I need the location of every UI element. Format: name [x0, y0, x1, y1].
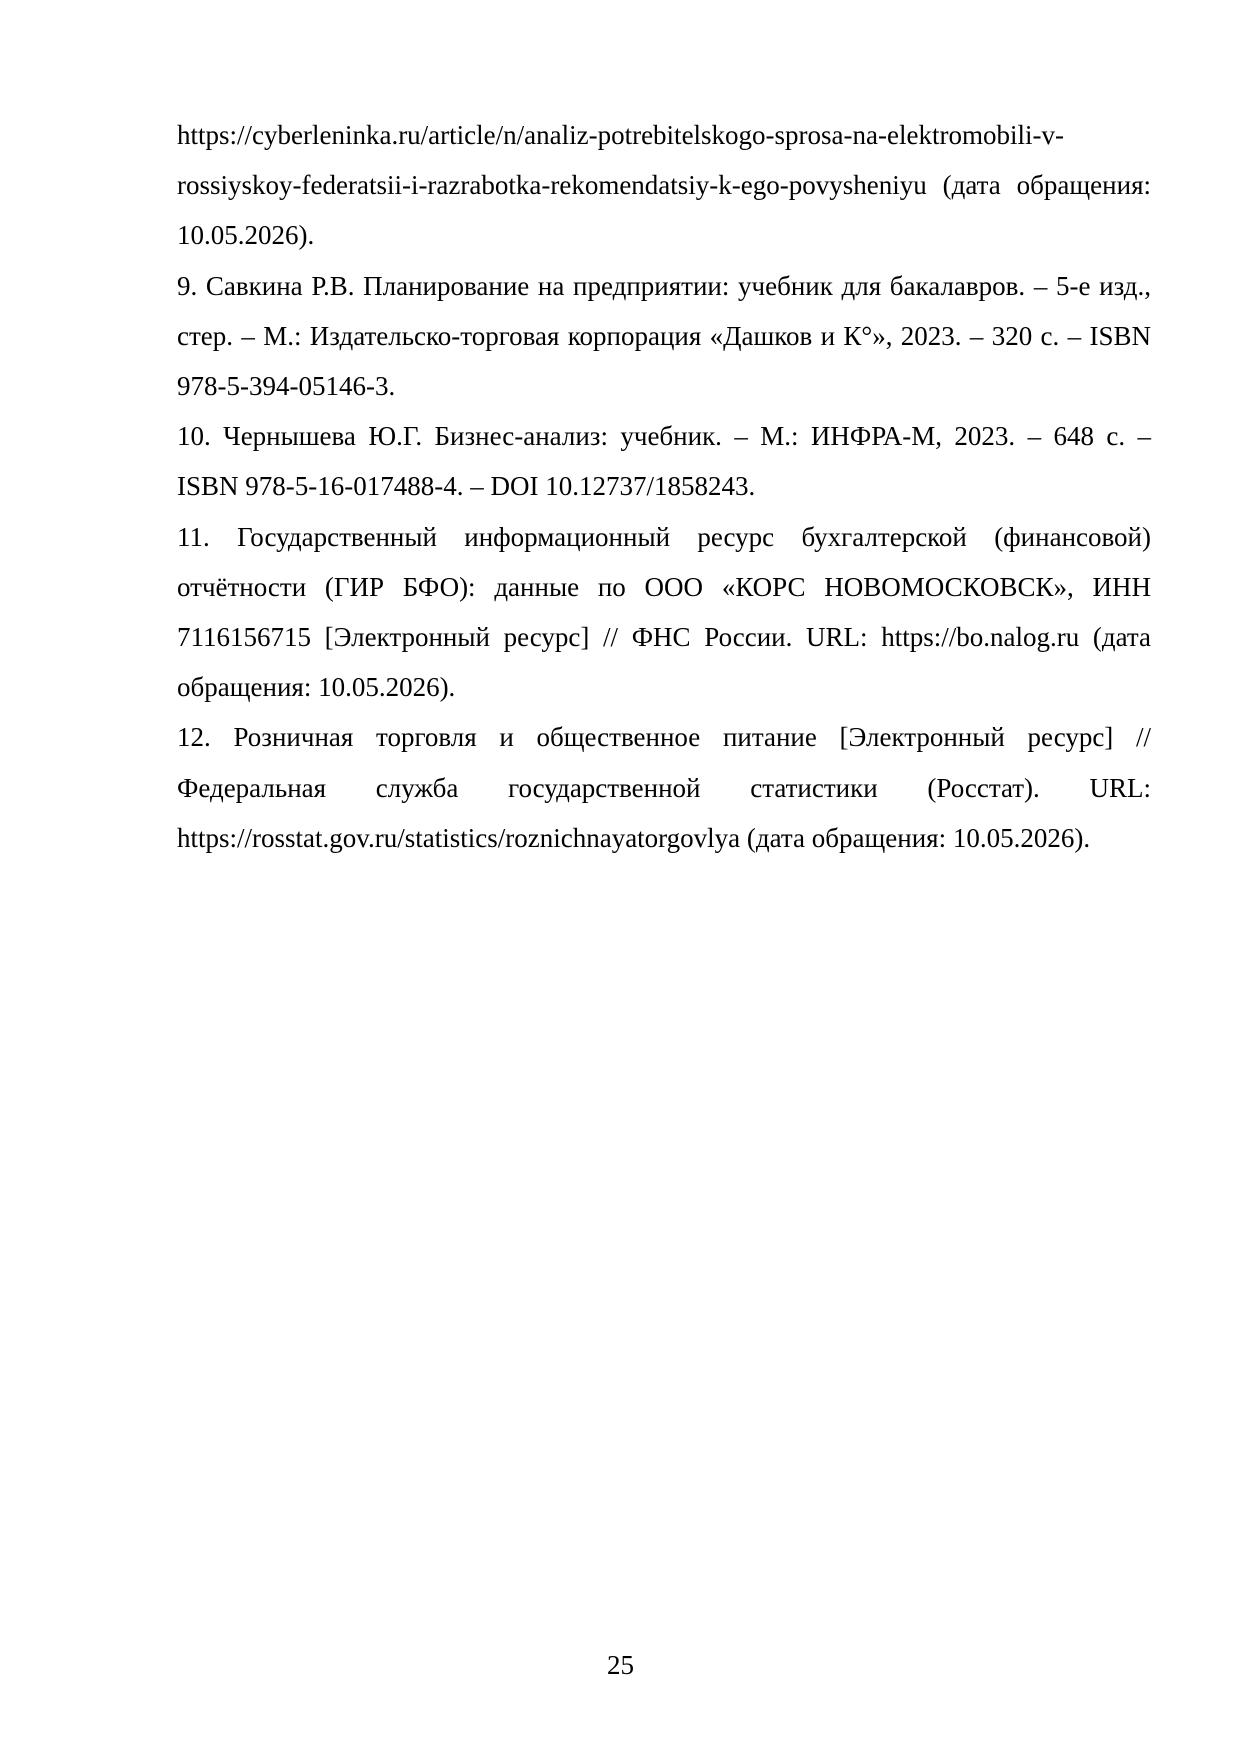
reference-item-10: 10. Чернышева Ю.Г. Бизнес-анализ: учебник. – М.: ИНФРА-М, 2023. – 648 с. – ISBN 978-5-16-017488-4. – DOI 10.12737/1858243.: [177, 421, 1151, 502]
reference-item-11: 11. Государственный информационный ресурс бухгалтерской (финансовой) отчётности (ГИР БФО): данные по ООО «КОРС НОВОМОСКОВСК», ИНН 7116156715 [Электронный ресурс] // ФНС России. URL: https://bo.nalog.ru (дата обращения: 10.05.2026).: [177, 521, 1151, 703]
bibliography-list: [177, 110, 1151, 863]
reference-item-9: 9. Савкина Р.В. Планирование на предприятии: учебник для бакалавров. – 5-е изд., стер. – М.: Издательско-торговая корпорация «Дашков и К°», 2023. – 320 с. – ISBN 978-5-394-05146-3.: [177, 270, 1151, 402]
page-number: 25: [607, 1650, 634, 1680]
reference-continuation: https://cyberleninka.ru/article/n/analiz-potrebitelskogo-sprosa-na-elektromobili-v-rossiyskoy-federatsii-i-razrabotka-rekomendatsiy-k-ego-povysheniyu (дата обращения: 10.05.2026).: [177, 120, 1151, 251]
reference-item-12: 12. Розничная торговля и общественное питание [Электронный ресурс] // Федеральная служба государственной статистики (Росстат). URL: https://rosstat.gov.ru/statistics/roznichnayatorgovlya (дата обращения: 10.05.2026).: [177, 722, 1151, 853]
